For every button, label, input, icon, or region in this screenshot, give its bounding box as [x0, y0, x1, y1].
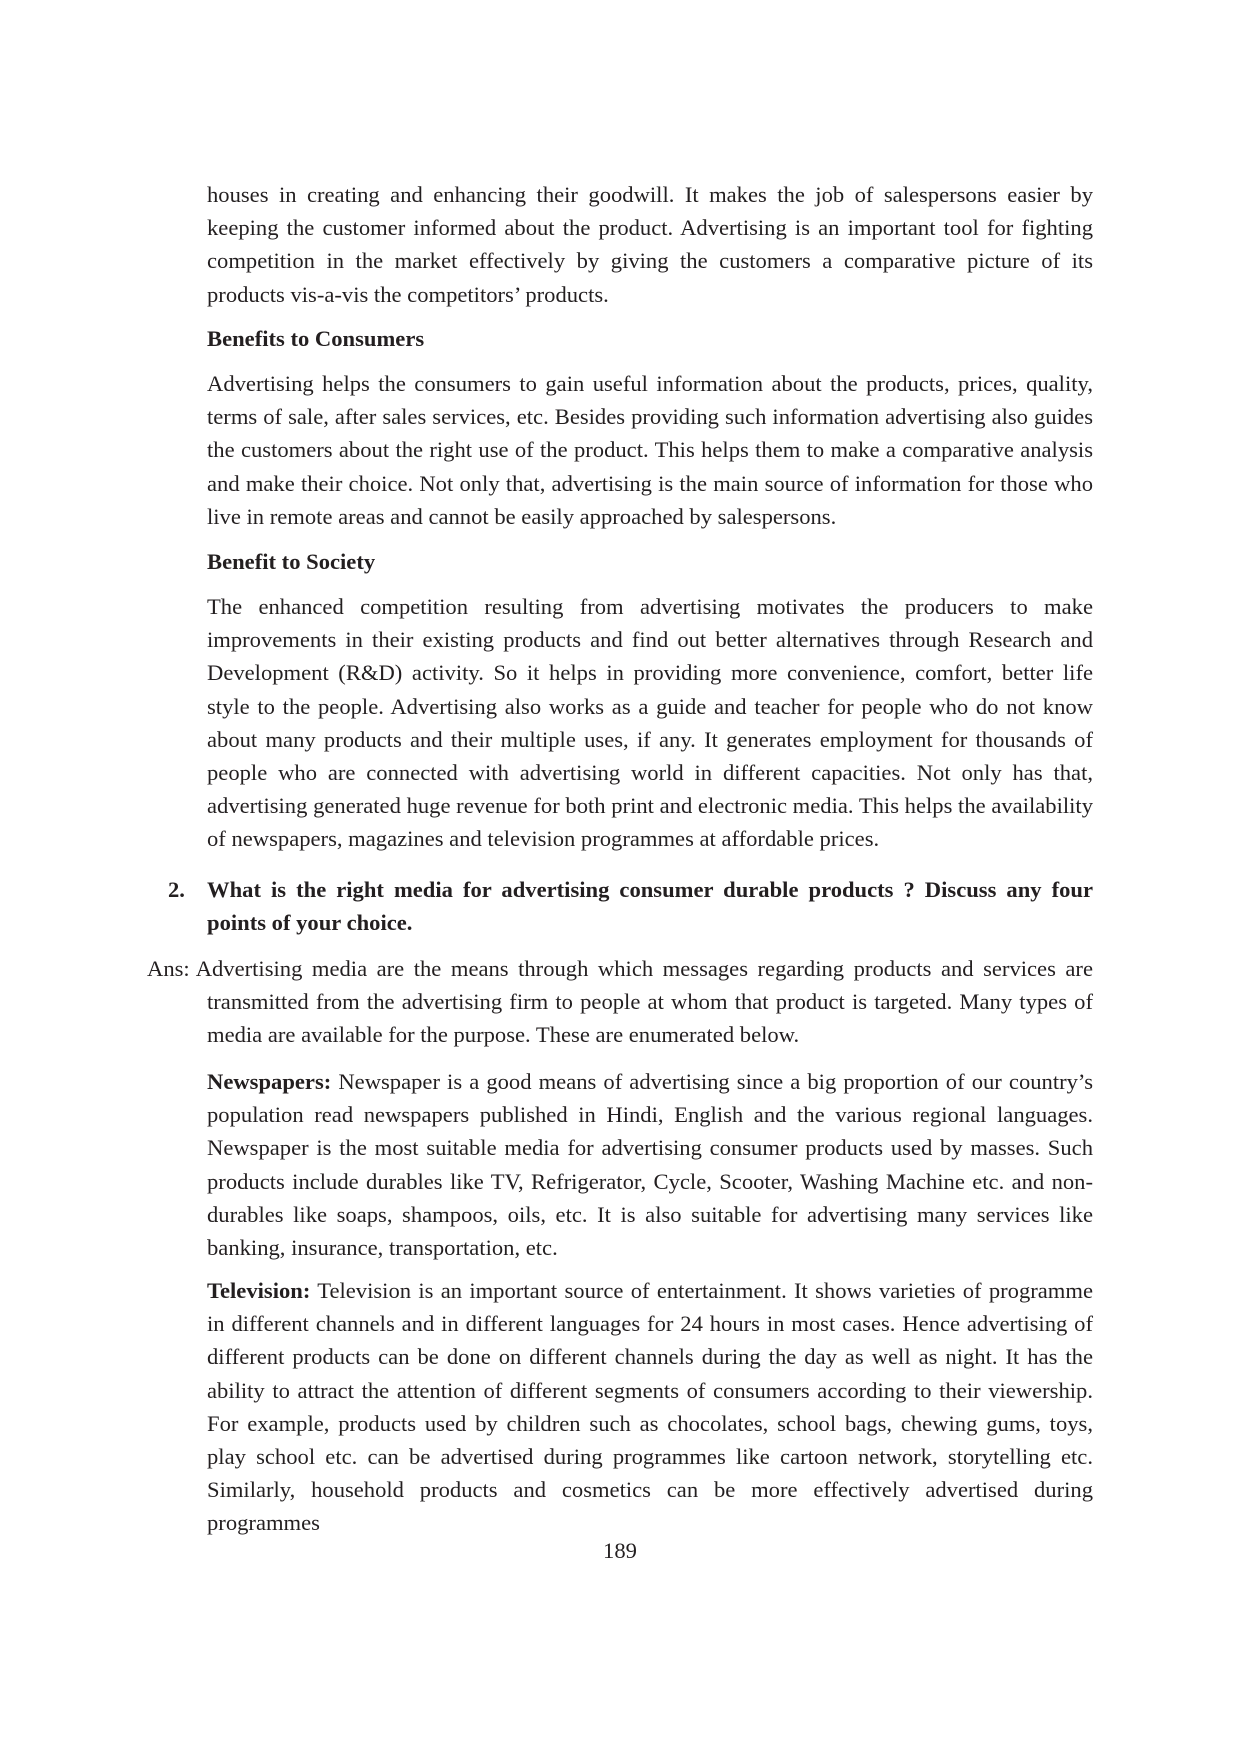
answer-text-body: Advertising media are the means through which messages regarding products and services are transmitted from the advertising firm to people at whom that product is targeted. Many types of media are available for the purpose. These are enumerated below.: [195, 956, 1093, 1048]
newspapers-text: Newspaper is a good means of advertising since a big proportion of our country’s population read newspapers published in Hindi, English and the various regional languages. Newspaper is the most suitable media for advertising consumer products used by masses. Such products include durables like TV, Refrigerator, Cycle, Scooter, Washing Machine etc. and non-durables like soaps, shampoos, oils, etc. It is also suitable for advertising many services like banking, insurance, transportation, etc.: [207, 1069, 1093, 1261]
question-number: 2.: [168, 877, 185, 902]
intro-paragraph: houses in creating and enhancing their goodwill. It makes the job of salespersons easier by keeping the customer informed about the product. Advertising is an important tool for fighting competition in the market effectively by giving the customers a comparative picture of its products vis-a-vis the competitors’ products.: [207, 182, 1093, 307]
answer-block: [147, 952, 1093, 1052]
television-paragraph: [207, 1274, 1093, 1540]
question-text: What is the right media for advertising consumer durable products ? Discuss any four points of your choice.: [207, 877, 1093, 936]
question-2: [168, 873, 1093, 939]
television-lead: Television:: [207, 1278, 311, 1303]
newspapers-lead: Newspapers:: [207, 1069, 332, 1094]
consumers-paragraph: Advertising helps the consumers to gain useful information about the products, prices, quality, terms of sale, after sales services, etc. Besides providing such information advertising also guides the customers about the right use of the product. This helps them to make a comparative analysis and make their choice. Not only that, advertising is the main source of information for those who live in remote areas and cannot be easily approached by salespersons.: [207, 371, 1093, 529]
society-paragraph: The enhanced competition resulting from advertising motivates the producers to make improvements in their existing products and find out better alternatives through Research and Development (R&D) activity. So it helps in providing more convenience, comfort, better life style to the people. Advertising also works as a guide and teacher for people who do not know about many products and their multiple uses, if any. It generates employment for thousands of people who are connected with advertising world in different capacities. Not only has that, advertising generated huge revenue for both print and electronic media. This helps the availability of newspapers, magazines and television programmes at affordable prices.: [207, 594, 1093, 852]
heading-benefits-to-consumers: Benefits to Consumers: [207, 326, 425, 351]
answer-label: Ans:: [147, 956, 190, 981]
page-number: 189: [603, 1538, 637, 1563]
heading-benefit-to-society: Benefit to Society: [207, 549, 376, 574]
television-text: Television is an important source of entertainment. It shows varieties of programme in different channels and in different languages for 24 hours in most cases. Hence advertising of different products can be done on different channels during the day as well as night. It has the ability to attract the attention of different segments of consumers according to their viewership. For example, products used by children such as chocolates, school bags, chewing gums, toys, play school etc. can be advertised during programmes like cartoon network, storytelling etc. Similarly, household products and cosmetics can be more effectively advertised during programmes: [207, 1278, 1093, 1536]
newspapers-paragraph: [207, 1065, 1093, 1264]
answer-text: [147, 952, 1093, 1052]
